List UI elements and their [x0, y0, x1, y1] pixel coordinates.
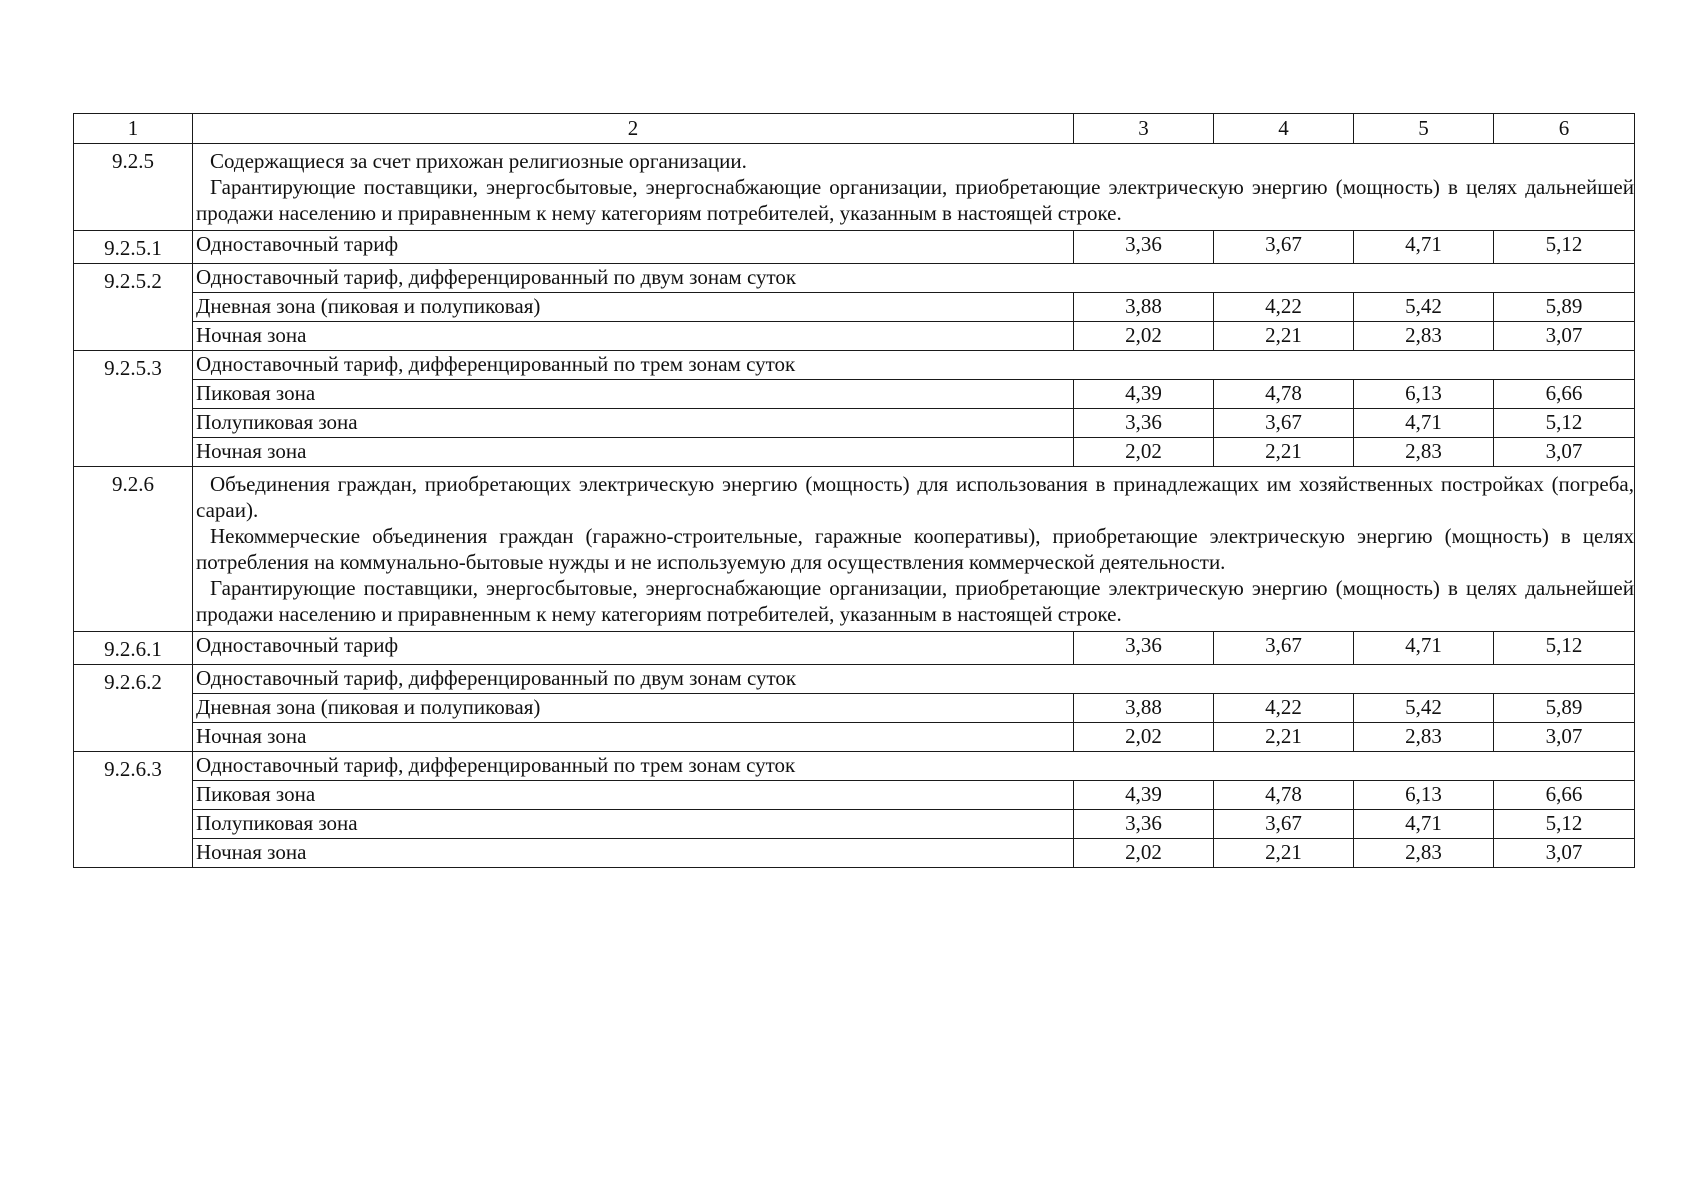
section-code: 9.2.6 [74, 467, 193, 632]
zone-value: 6,66 [1494, 781, 1635, 810]
zone-value: 3,36 [1074, 810, 1214, 839]
zone-value: 4,39 [1074, 380, 1214, 409]
zone-value: 4,22 [1214, 293, 1354, 322]
tariff-value: 4,71 [1354, 632, 1494, 665]
zone-value: 3,07 [1494, 322, 1635, 351]
section-paragraph: Содержащиеся за счет прихожан религиозные организации. [210, 149, 747, 173]
section-paragraph: Некоммерческие объединения граждан (гаражно-строительные, гаражные кооперативы), приобретающие электрическую энергию (мощность) в целях потребления на коммунально-бытовые нужды и не используемую для осуществления коммерческой деятельности. [196, 524, 1634, 574]
section-description [193, 467, 1635, 632]
tariff-group-row [74, 264, 1635, 293]
zone-value: 2,21 [1214, 839, 1354, 868]
tariff-value: 3,67 [1214, 231, 1354, 264]
column-number-1: 1 [74, 114, 193, 144]
zone-value: 2,02 [1074, 438, 1214, 467]
column-number-2: 2 [193, 114, 1074, 144]
tariff-value: 4,71 [1354, 231, 1494, 264]
section-paragraph: Объединения граждан, приобретающих электрическую энергию (мощность) для использования в принадлежащих им хозяйственных постройках (погреба, сараи). [196, 472, 1634, 522]
tariff-value: 3,36 [1074, 231, 1214, 264]
column-number-6: 6 [1494, 114, 1635, 144]
zone-value: 2,02 [1074, 723, 1214, 752]
zone-row [74, 723, 1635, 752]
zone-label: Пиковая зона [193, 781, 1074, 810]
zone-value: 2,21 [1214, 438, 1354, 467]
zone-row [74, 781, 1635, 810]
zone-value: 6,13 [1354, 781, 1494, 810]
zone-row [74, 322, 1635, 351]
column-number-row [74, 114, 1635, 144]
zone-row [74, 839, 1635, 868]
zone-label: Пиковая зона [193, 380, 1074, 409]
tariff-label: Одноставочный тариф [193, 632, 1074, 665]
zone-value: 4,39 [1074, 781, 1214, 810]
zone-value: 5,42 [1354, 694, 1494, 723]
zone-value: 5,12 [1494, 810, 1635, 839]
zone-row [74, 438, 1635, 467]
tariff-code: 9.2.6.3 [74, 752, 193, 868]
zone-label: Ночная зона [193, 322, 1074, 351]
tariff-group-label: Одноставочный тариф, дифференцированный по трем зонам суток [193, 351, 1635, 380]
tariff-value: 3,36 [1074, 632, 1214, 665]
zone-row [74, 810, 1635, 839]
tariff-table-body [74, 114, 1635, 868]
zone-value: 2,83 [1354, 723, 1494, 752]
zone-value: 2,83 [1354, 839, 1494, 868]
tariff-code: 9.2.6.1 [74, 632, 193, 665]
section-row [74, 467, 1635, 632]
column-number-5: 5 [1354, 114, 1494, 144]
tariff-row [74, 231, 1635, 264]
zone-value: 4,78 [1214, 380, 1354, 409]
zone-value: 6,66 [1494, 380, 1635, 409]
section-paragraph: Гарантирующие поставщики, энергосбытовые, энергоснабжающие организации, приобретающие электрическую энергию (мощность) в целях дальнейшей продажи населению и приравненным к нему категориям потребителей, указанным в настоящей строке. [196, 175, 1634, 225]
zone-row [74, 694, 1635, 723]
section-description [193, 144, 1635, 231]
zone-value: 3,88 [1074, 694, 1214, 723]
tariff-group-row [74, 665, 1635, 694]
zone-label: Ночная зона [193, 438, 1074, 467]
zone-value: 4,78 [1214, 781, 1354, 810]
zone-value: 2,83 [1354, 438, 1494, 467]
tariff-value: 5,12 [1494, 231, 1635, 264]
zone-label: Ночная зона [193, 839, 1074, 868]
column-number-4: 4 [1214, 114, 1354, 144]
zone-value: 3,07 [1494, 723, 1635, 752]
zone-value: 3,88 [1074, 293, 1214, 322]
zone-value: 5,89 [1494, 293, 1635, 322]
zone-value: 2,21 [1214, 322, 1354, 351]
zone-value: 4,71 [1354, 409, 1494, 438]
zone-row [74, 380, 1635, 409]
zone-value: 2,21 [1214, 723, 1354, 752]
tariff-value: 5,12 [1494, 632, 1635, 665]
tariff-code: 9.2.6.2 [74, 665, 193, 752]
tariff-value: 3,67 [1214, 632, 1354, 665]
tariff-table [73, 113, 1635, 868]
zone-value: 4,71 [1354, 810, 1494, 839]
zone-row [74, 293, 1635, 322]
tariff-row [74, 632, 1635, 665]
zone-label: Полупиковая зона [193, 810, 1074, 839]
zone-label: Полупиковая зона [193, 409, 1074, 438]
tariff-group-row [74, 351, 1635, 380]
zone-value: 6,13 [1354, 380, 1494, 409]
zone-value: 5,89 [1494, 694, 1635, 723]
zone-row [74, 409, 1635, 438]
zone-label: Дневная зона (пиковая и полупиковая) [193, 694, 1074, 723]
zone-value: 2,02 [1074, 839, 1214, 868]
column-number-3: 3 [1074, 114, 1214, 144]
tariff-group-label: Одноставочный тариф, дифференцированный по двум зонам суток [193, 665, 1635, 694]
zone-label: Дневная зона (пиковая и полупиковая) [193, 293, 1074, 322]
tariff-code: 9.2.5.1 [74, 231, 193, 264]
section-row [74, 144, 1635, 231]
tariff-code: 9.2.5.3 [74, 351, 193, 467]
tariff-group-label: Одноставочный тариф, дифференцированный по двум зонам суток [193, 264, 1635, 293]
zone-value: 3,36 [1074, 409, 1214, 438]
zone-value: 3,67 [1214, 409, 1354, 438]
zone-value: 2,02 [1074, 322, 1214, 351]
zone-value: 4,22 [1214, 694, 1354, 723]
tariff-code: 9.2.5.2 [74, 264, 193, 351]
zone-value: 3,07 [1494, 839, 1635, 868]
zone-value: 3,67 [1214, 810, 1354, 839]
zone-value: 3,07 [1494, 438, 1635, 467]
section-paragraph: Гарантирующие поставщики, энергосбытовые, энергоснабжающие организации, приобретающие электрическую энергию (мощность) в целях дальнейшей продажи населению и приравненным к нему категориям потребителей, указанным в настоящей строке. [196, 576, 1634, 626]
section-code: 9.2.5 [74, 144, 193, 231]
zone-value: 5,12 [1494, 409, 1635, 438]
tariff-group-label: Одноставочный тариф, дифференцированный по трем зонам суток [193, 752, 1635, 781]
zone-label: Ночная зона [193, 723, 1074, 752]
tariff-group-row [74, 752, 1635, 781]
tariff-label: Одноставочный тариф [193, 231, 1074, 264]
zone-value: 2,83 [1354, 322, 1494, 351]
zone-value: 5,42 [1354, 293, 1494, 322]
